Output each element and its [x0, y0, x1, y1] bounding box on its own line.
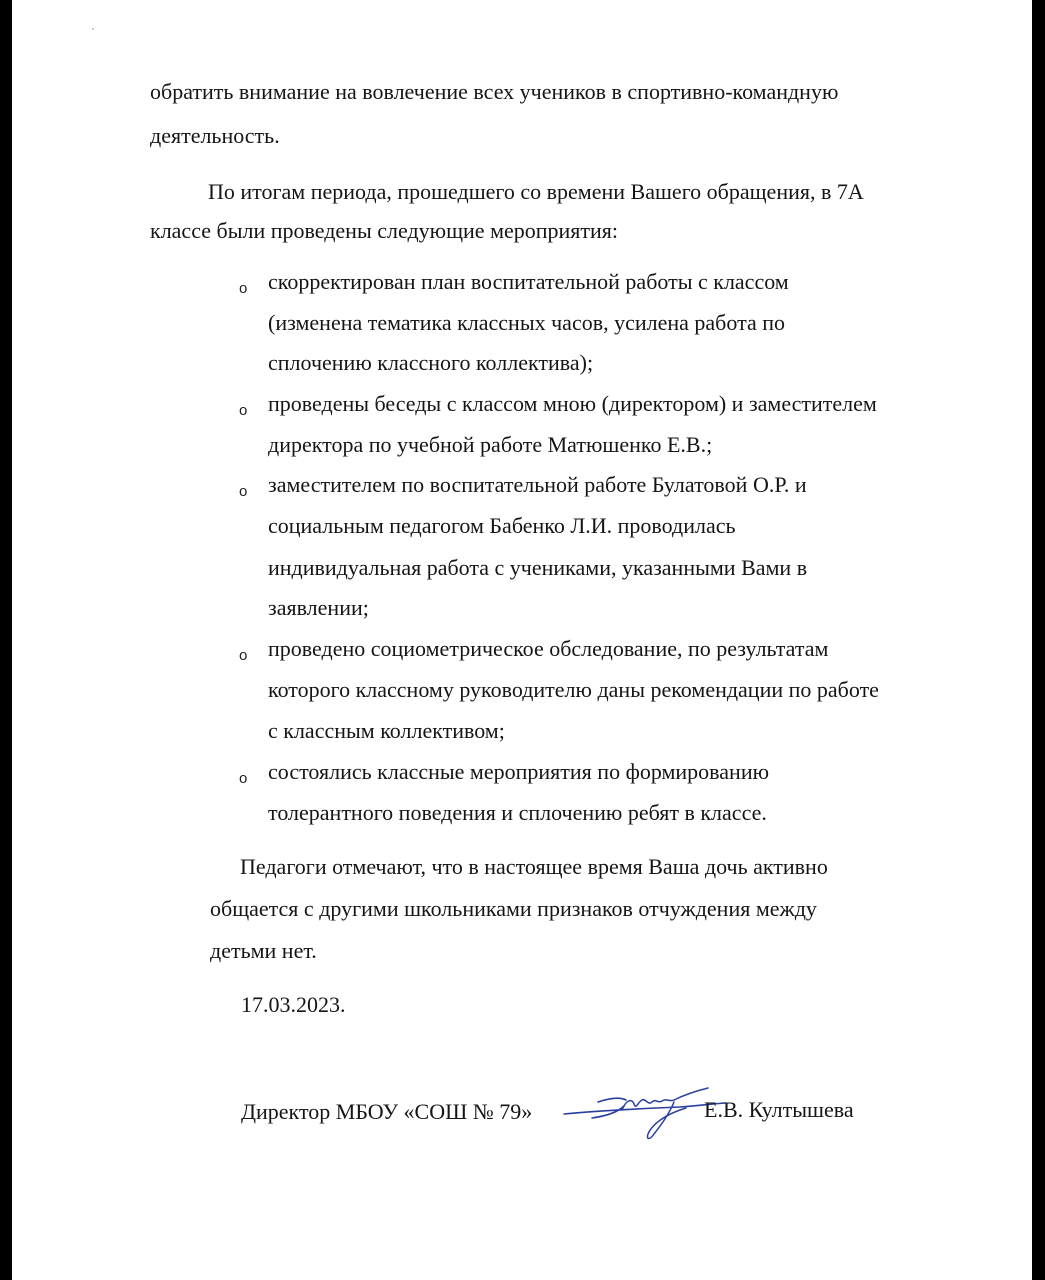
signature-stroke	[564, 1103, 725, 1114]
bullet-circle-icon: o	[239, 280, 248, 297]
text-line: Педагоги отмечают, что в настоящее время Ваша дочь активно	[240, 854, 828, 879]
director-position: Директор МБОУ «СОШ № 79»	[241, 1099, 533, 1124]
text-line: общается с другими школьниками признаков отчуждения между	[210, 896, 817, 921]
text-line: обратить внимание на вовлечение всех учеников в спортивно-командную	[150, 79, 839, 104]
text-line: деятельность.	[150, 123, 280, 148]
text-line: заявлении;	[268, 595, 369, 620]
bullet-circle-icon: o	[239, 647, 248, 664]
text-line: заместителем по воспитательной работе Булатовой О.Р. и	[268, 472, 807, 497]
signature-stroke	[598, 1098, 626, 1102]
text-line: с классным коллективом;	[268, 718, 505, 743]
document-page	[12, 0, 1032, 1280]
text-line: сплочению классного коллектива);	[268, 350, 594, 375]
text-line: проведено социометрическое обследование, по результатам	[268, 636, 829, 661]
text-line: По итогам периода, прошедшего со времени Вашего обращения, в 7А	[208, 179, 864, 204]
text-line: которого классному руководителю даны рекомендации по работе	[268, 677, 879, 702]
handwritten-signature	[562, 1080, 727, 1142]
director-name: Е.В. Култышева	[704, 1097, 854, 1122]
signature-stroke	[622, 1088, 708, 1110]
text-line: индивидуальная работа с учениками, указанными Вами в	[268, 555, 808, 580]
document-date: 17.03.2023.	[241, 992, 346, 1017]
text-line: толерантного поведения и сплочению ребят в классе.	[268, 800, 767, 825]
bullet-circle-icon: o	[239, 770, 248, 787]
text-line: детьми нет.	[210, 938, 317, 963]
bullet-circle-icon: o	[239, 402, 248, 419]
text-line: социальным педагогом Бабенко Л.И. проводилась	[268, 513, 736, 538]
scan-speck	[92, 28, 94, 30]
bullet-circle-icon: o	[239, 483, 248, 500]
text-line: скорректирован план воспитательной работы с классом	[268, 269, 789, 294]
text-line: состоялись классные мероприятия по формированию	[268, 759, 770, 784]
text-line: директора по учебной работе Матюшенко Е.В.;	[268, 432, 713, 457]
text-line: классе были проведены следующие мероприятия:	[150, 218, 619, 243]
text-line: (изменена тематика классных часов, усилена работа по	[268, 310, 785, 335]
text-line: проведены беседы с классом мною (директором) и заместителем	[268, 391, 877, 416]
